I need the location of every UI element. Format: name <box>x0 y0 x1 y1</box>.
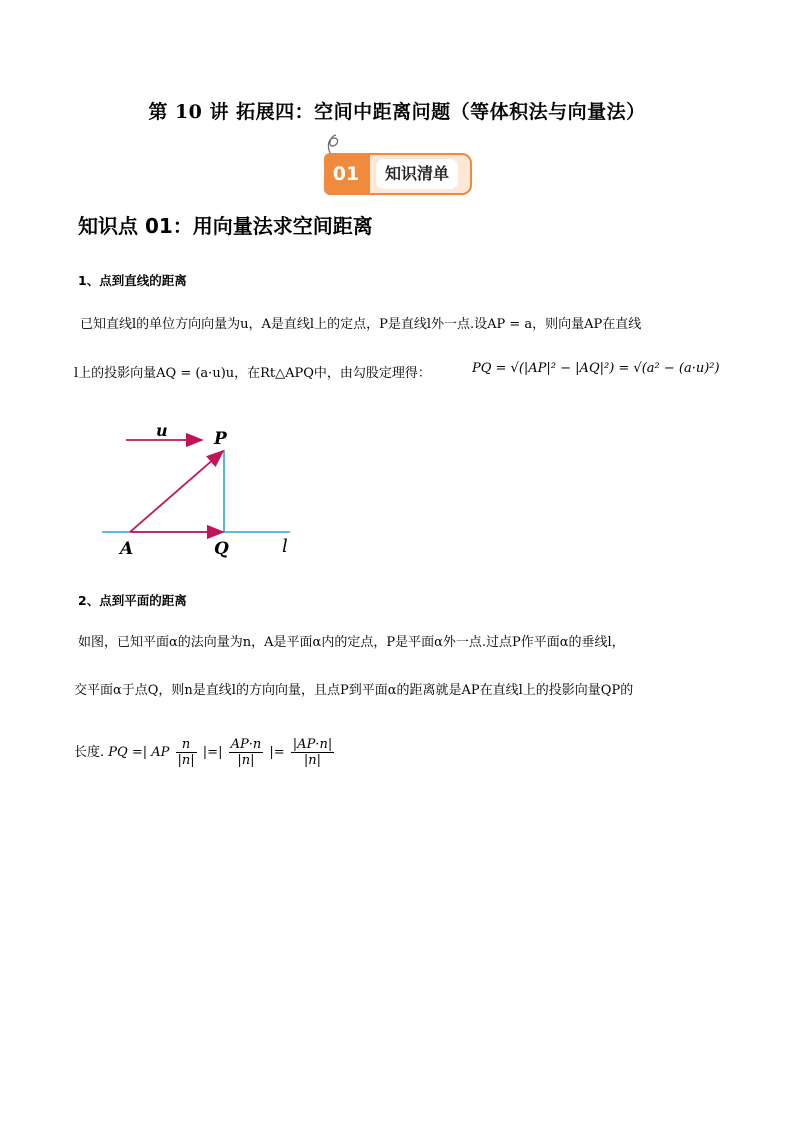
label-A: A <box>120 539 134 559</box>
fraction-2 <box>229 737 264 768</box>
section-badge <box>324 153 472 195</box>
vector-AP <box>130 451 223 532</box>
label-l: l <box>282 536 288 557</box>
fraction-2-den: |n| <box>237 753 255 768</box>
part1-formula: PQ = √(|AP|² − |AQ|²) = √(a² − (a·u)²) <box>472 361 720 376</box>
formula-mid-1: |=| <box>202 745 223 760</box>
formula-lhs: PQ =| <box>108 745 148 760</box>
formula-t1-left: AP <box>151 745 170 760</box>
part2-heading: 2、点到平面的距离 <box>78 593 187 608</box>
section-heading: 知识点 01：用向量法求空间距离 <box>78 214 373 238</box>
point-line-figure <box>90 418 320 568</box>
badge-number: 01 <box>324 153 368 195</box>
fraction-1 <box>176 737 197 768</box>
fraction-3-num: |AP·n| <box>292 737 333 752</box>
fraction-1-num: n <box>176 737 197 753</box>
part1-heading: 1、点到直线的距离 <box>78 273 187 288</box>
part2-line3 <box>74 737 336 768</box>
fraction-1-den: |n| <box>177 753 195 768</box>
part1-line1: 已知直线l的单位方向向量为u，A是直线l上的定点，P是直线l外一点.设AP = a，则向量AP在直线 <box>80 317 642 332</box>
badge-label: 知识清单 <box>376 159 458 189</box>
fraction-3 <box>291 737 334 768</box>
part2-line3-prefix: 长度. <box>74 745 105 760</box>
fraction-3-den: |n| <box>303 753 322 768</box>
formula-mid-2: |= <box>269 745 285 760</box>
part2-line2: 交平面α于点Q，则n是直线l的方向向量，且点P到平面α的距离就是AP在直线l上的投影向量QP的 <box>74 683 634 698</box>
part2-line1: 如图，已知平面α的法向量为n，A是平面α内的定点，P是平面α外一点.过点P作平面α的垂线l， <box>78 635 625 650</box>
label-Q: Q <box>214 539 229 559</box>
label-u: u <box>156 421 168 440</box>
fraction-2-num: AP·n <box>230 737 262 752</box>
badge-label-box <box>368 153 472 195</box>
page-title: 第 10 讲 拓展四：空间中距离问题（等体积法与向量法） <box>148 101 646 123</box>
part1-line2: l上的投影向量AQ = (a·u)u，在Rt△APQ中，由勾股定理得： <box>74 366 431 381</box>
label-P: P <box>214 429 227 449</box>
